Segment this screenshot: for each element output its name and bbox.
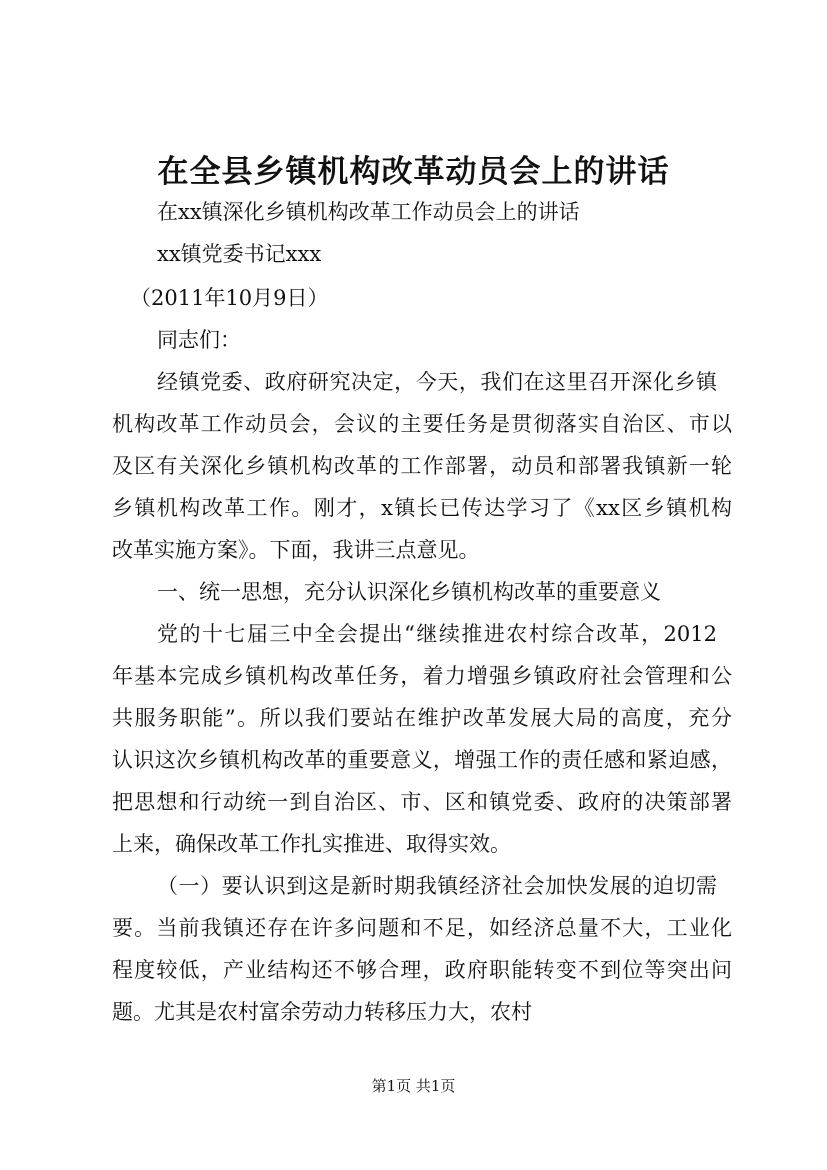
- paragraph-line: 及区有关深化乡镇机构改革的工作部署，动员和部署我镇新一轮: [112, 454, 732, 478]
- paragraph-line: 共服务职能”。所以我们要站在维护改革发展大局的高度，充分: [112, 706, 732, 730]
- paragraph-line: 上来，确保改革工作扎实推进、取得实效。: [112, 832, 511, 856]
- section-heading: 一、统一思想，充分认识深化乡镇机构改革的重要意义: [157, 580, 661, 604]
- paragraph-line: 认识这次乡镇机构改革的重要意义，增强工作的责任感和紧迫感，: [112, 748, 732, 772]
- paragraph-line: （一）要认识到这是新时期我镇经济社会加快发展的迫切需: [157, 874, 717, 898]
- document-title: 在全县乡镇机构改革动员会上的讲话: [157, 154, 670, 190]
- paragraph-line: 要。当前我镇还存在许多问题和不足，如经济总量不大，工业化: [112, 916, 732, 940]
- paragraph-line: 机构改革工作动员会，会议的主要任务是贯彻落实自治区、市以: [112, 412, 732, 436]
- paragraph-line: 党的十七届三中全会提出“继续推进农村综合改革，2012: [157, 622, 717, 646]
- paragraph-line: 题。尤其是农村富余劳动力转移压力大，农村: [112, 1000, 532, 1024]
- date-line: （2011年10月9日）: [130, 286, 329, 310]
- paragraph-line: 乡镇机构改革工作。刚才，x镇长已传达学习了《xx区乡镇机构: [112, 496, 732, 520]
- paragraph-line: 把思想和行动统一到自治区、市、区和镇党委、政府的决策部署: [112, 790, 732, 814]
- paragraph-line: 年基本完成乡镇机构改革任务，着力增强乡镇政府社会管理和公: [112, 664, 732, 688]
- paragraph-line: 程度较低，产业结构还不够合理，政府职能转变不到位等突出问: [112, 958, 732, 982]
- paragraph-line: 改革实施方案》。下面，我讲三点意见。: [112, 538, 480, 562]
- subtitle-line: 在xx镇深化乡镇机构改革工作动员会上的讲话: [157, 200, 580, 224]
- paragraph-line: 经镇党委、政府研究决定，今天，我们在这里召开深化乡镇: [157, 370, 717, 394]
- page-footer: 第1页 共1页: [371, 1077, 456, 1095]
- salutation-line: 同志们：: [157, 328, 241, 352]
- speaker-line: xx镇党委书记xxx: [157, 242, 322, 266]
